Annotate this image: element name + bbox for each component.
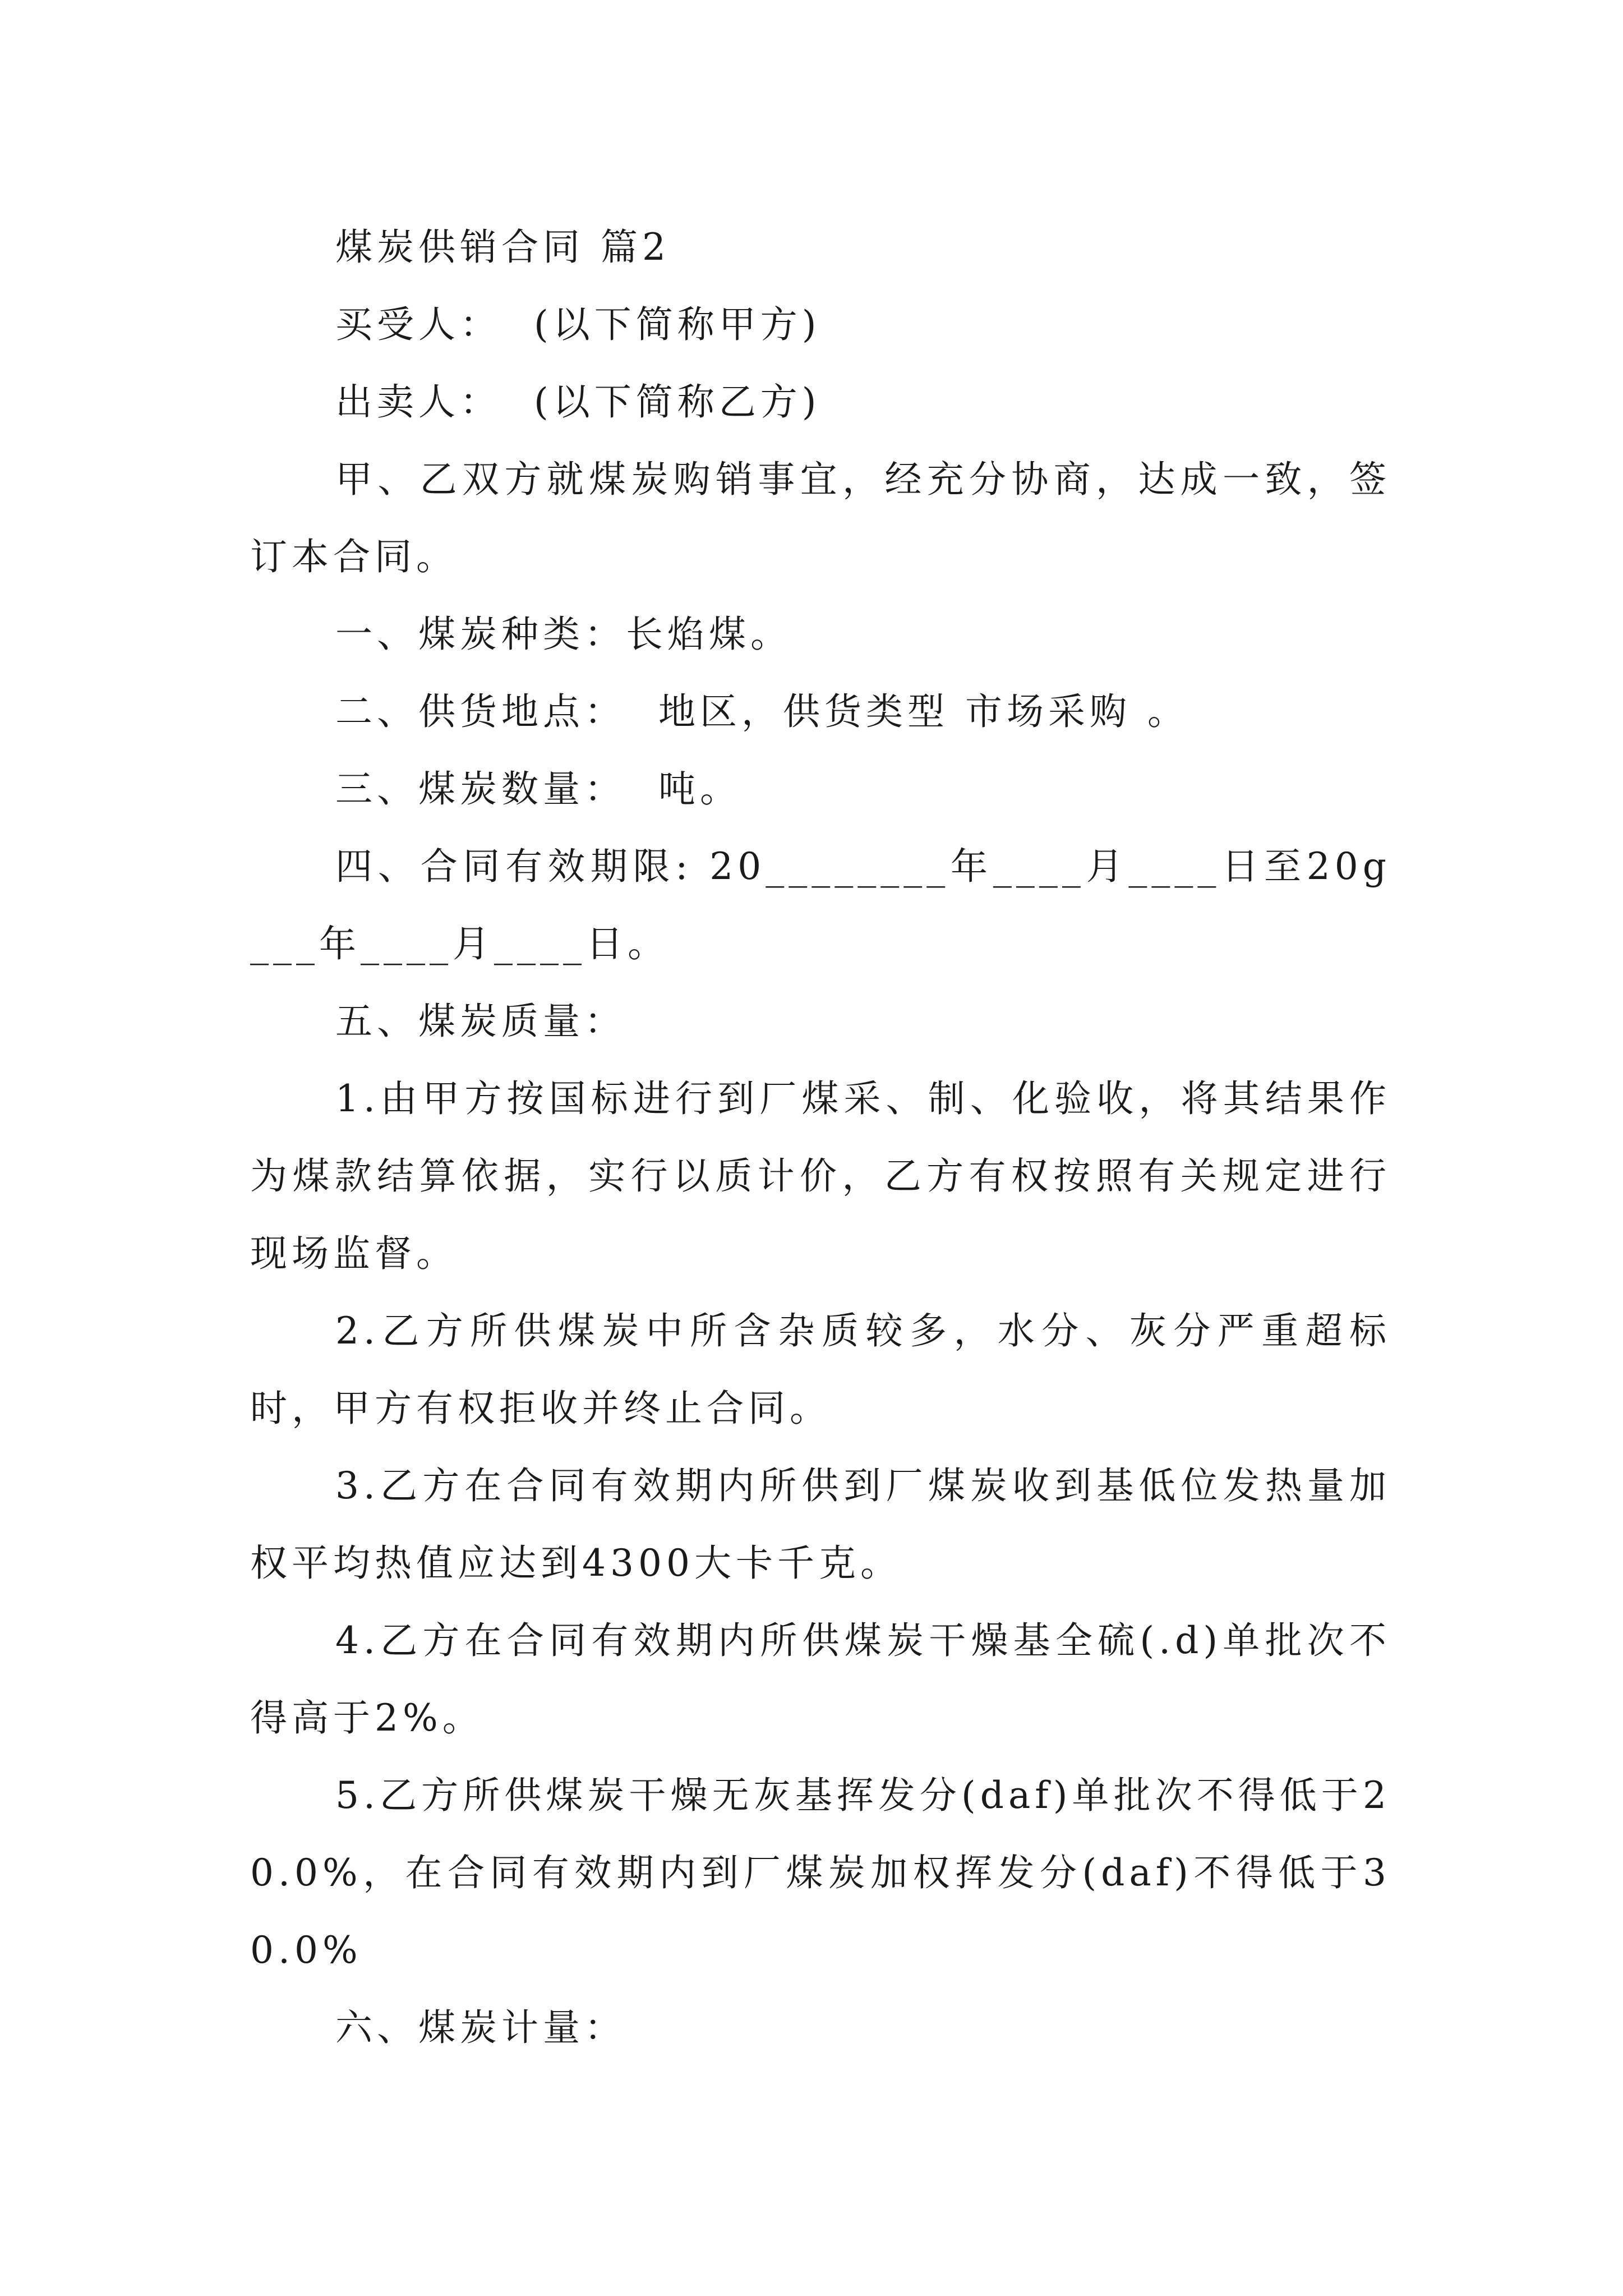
quality-item-5: 5.乙方所供煤炭干燥无灰基挥发分(daf)单批次不得低于20.0%，在合同有效期内到厂煤炭加权挥发分(daf)不得低于30.0% [250,1774,1391,1972]
clause-coal-type: 一、煤炭种类：长焰煤。 [335,613,792,656]
section-title: 煤炭供销合同 篇2 [335,226,670,269]
quality-item-4: 4.乙方在合同有效期内所供煤炭干燥基全硫(.d)单批次不得高于2%。 [250,1619,1391,1740]
quality-item-3: 3.乙方在合同有效期内所供到厂煤炭收到基低位发热量加权平均热值应达到4300大卡千克。 [250,1464,1391,1585]
clause-coal-quantity: 三、煤炭数量： 吨。 [335,767,741,811]
quality-item-2: 2.乙方所供煤炭中所含杂质较多，水分、灰分严重超标时，甲方有权拒收并终止合同。 [250,1309,1391,1430]
clause-supply-location: 二、供货地点： 地区，供货类型 市场采购 。 [335,690,1189,733]
contract-body [250,209,1391,2067]
quality-item-1: 1.由甲方按国标进行到厂煤采、制、化验收，将其结果作为煤款结算依据，实行以质计价，乙方有权按照有关规定进行现场监督。 [250,1077,1391,1275]
preamble-paragraph: 甲、乙双方就煤炭购销事宜，经充分协商，达成一致，签订本合同。 [250,458,1391,578]
clause-coal-quality-heading: 五、煤炭质量： [335,1000,626,1043]
seller-line: 出卖人： (以下简称乙方) [335,380,821,424]
clause-coal-measurement-heading: 六、煤炭计量： [335,2006,626,2049]
buyer-line: 买受人： (以下简称甲方) [335,303,821,346]
clause-validity-period: 四、合同有效期限: 20________年____月____日至20g___年____月____日。 [250,845,1391,965]
